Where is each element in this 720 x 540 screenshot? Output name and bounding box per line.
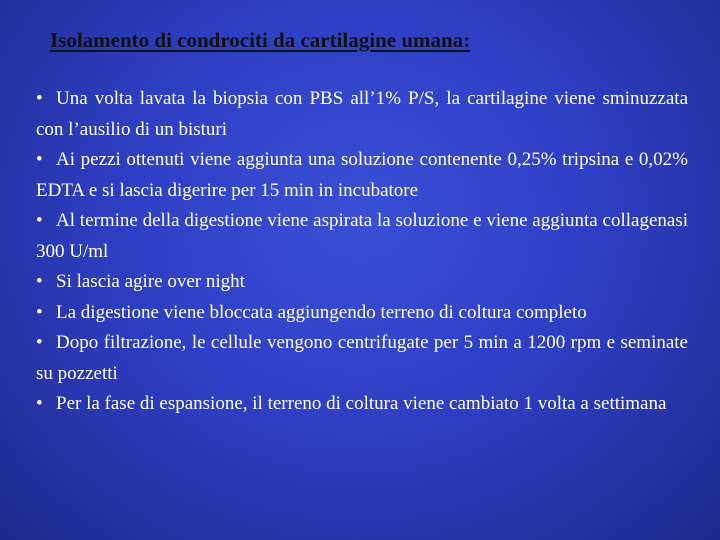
- bullet-text: Per la fase di espansione, il terreno di coltura viene cambiato 1 volta a settimana: [56, 393, 667, 414]
- bullet-icon: •: [36, 393, 43, 414]
- bullet-icon: •: [36, 271, 43, 292]
- bullet-text: Dopo filtrazione, le cellule vengono centrifugate per 5 min a 1200 rpm e seminate su pozzetti: [36, 332, 688, 384]
- bullet-text: Una volta lavata la biopsia con PBS all’1% P/S, la cartilagine viene sminuzzata con l’ausilio di un bisturi: [36, 88, 688, 140]
- bullet-item: [36, 84, 688, 145]
- bullet-list: [36, 84, 688, 420]
- bullet-item: [36, 328, 688, 389]
- bullet-icon: •: [36, 332, 43, 353]
- bullet-icon: •: [36, 210, 43, 231]
- bullet-icon: •: [36, 149, 43, 170]
- bullet-text: La digestione viene bloccata aggiungendo terreno di coltura completo: [56, 301, 587, 323]
- bullet-text: Al termine della digestione viene aspirata la soluzione e viene aggiunta collagenasi 300 U/ml: [36, 210, 688, 262]
- bullet-item: [36, 206, 688, 267]
- bullet-item: [36, 267, 688, 298]
- bullet-item: [36, 298, 688, 329]
- bullet-icon: •: [36, 301, 43, 323]
- bullet-text: Ai pezzi ottenuti viene aggiunta una soluzione contenente 0,25% tripsina e 0,02% EDTA e si lascia digerire per 15 min in incubatore: [36, 149, 688, 201]
- bullet-item: [36, 389, 688, 420]
- slide-title: Isolamento di condrociti da cartilagine umana:: [50, 28, 471, 52]
- bullet-text: Si lascia agire over night: [56, 271, 245, 292]
- bullet-item: [36, 145, 688, 206]
- bullet-icon: •: [36, 88, 43, 109]
